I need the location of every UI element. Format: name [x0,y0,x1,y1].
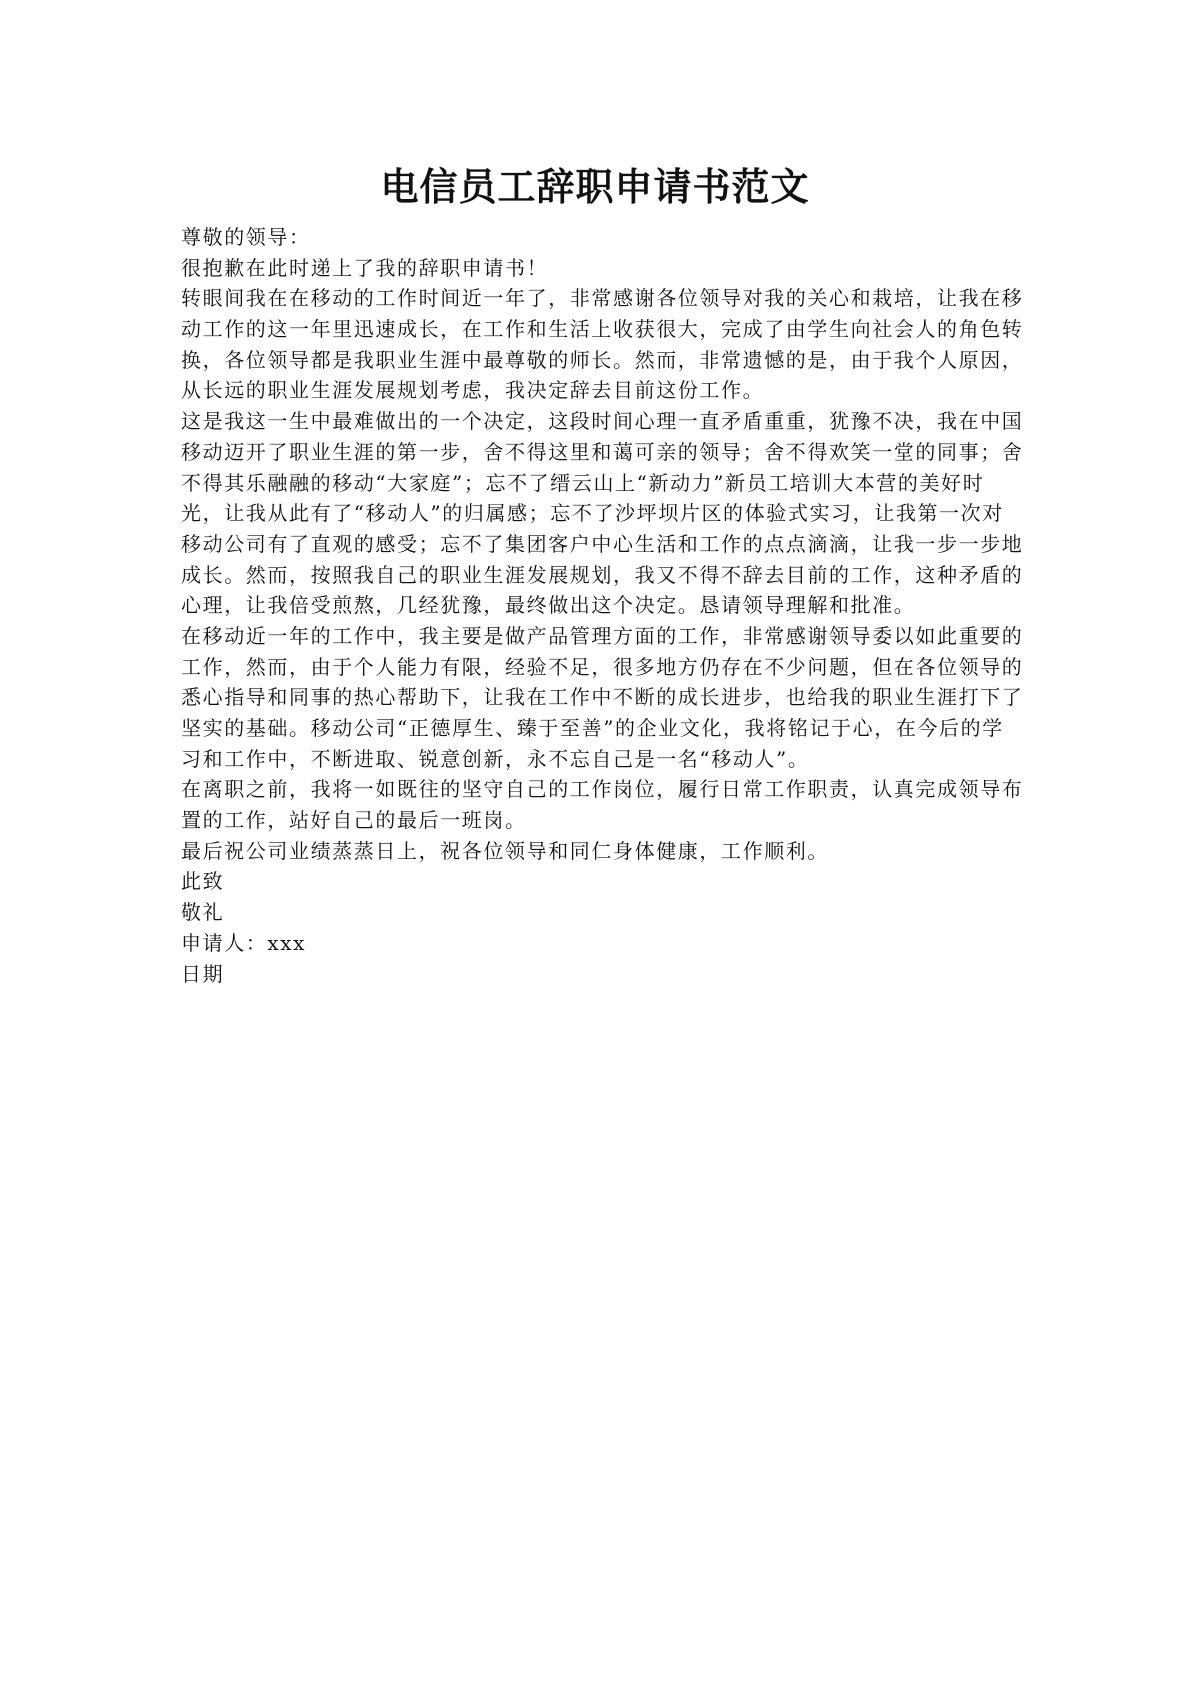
paragraph-line: 转眼间我在在移动的工作时间近一年了，非常感谢各位领导对我的关心和栽培，让我在移 [181,286,1024,311]
paragraph [181,897,1021,928]
paragraph [181,959,1021,990]
paragraph [181,253,1021,284]
paragraph-line: 很抱歉在此时递上了我的辞职申请书！ [181,255,549,280]
paragraph-line: 申请人：xxx [181,930,307,955]
paragraph-line: 坚实的基础。移动公司“正德厚生、臻于至善”的企业文化，我将铭记于心，在今后的学 [181,716,1004,740]
paragraph-line: 悉心指导和同事的热心帮助下，让我在工作中不断的成长进步，也给我的职业生涯打下了 [181,685,1024,710]
paragraph [181,283,1024,406]
paragraph-line: 在离职之前，我将一如既往的坚守自己的工作岗位，履行日常工作职责，认真完成领导布 [181,777,1024,802]
paragraph-line: 置的工作，站好自己的最后一班岗。 [181,808,527,833]
paragraph-line: 工作，然而，由于个人能力有限，经验不足，很多地方仍存在不少问题，但在各位领导的 [181,654,1024,679]
paragraph-line: 最后祝公司业绩蒸蒸日上，祝各位领导和同仁身体健康，工作顺利。 [181,838,829,863]
paragraph-line: 从长远的职业生涯发展规划考虑，我决定辞去目前这份工作。 [181,378,765,403]
paragraph-line: 动工作的这一年里迅速成长，在工作和生活上收获很大，完成了由学生向社会人的角色转 [181,317,1024,342]
paragraph-line: 不得其乐融融的移动“大家庭”；忘不了缙云山上“新动力”新员工培训大本营的美好时 [181,470,985,495]
document-title: 电信员工辞职申请书范文 [380,164,810,209]
paragraph [181,222,1021,253]
paragraph-line: 在移动近一年的工作中，我主要是做产品管理方面的工作，非常感谢领导委以如此重要的 [181,623,1024,648]
paragraph-line: 换，各位领导都是我职业生涯中最尊敬的师长。然而，非常遗憾的是，由于我个人原因， [181,347,1024,372]
paragraph [181,866,1021,897]
paragraph [181,928,1021,959]
paragraph-line: 心理，让我倍受煎熬，几经犹豫，最终做出这个决定。恳请领导理解和批准。 [181,593,916,618]
paragraph-line: 这是我这一生中最难做出的一个决定，这段时间心理一直矛盾重重，犹豫不决，我在中国 [181,409,1024,434]
paragraph [181,836,1021,867]
paragraph-line: 习和工作中，不断进取、锐意创新，永不忘自己是一名“移动人”。 [181,746,810,771]
paragraph-line: 敬礼 [181,900,225,925]
paragraph [181,774,1024,835]
paragraph [181,406,1024,621]
paragraph-line: 成长。然而，按照我自己的职业生涯发展规划，我又不得不辞去目前的工作，这种矛盾的 [181,562,1024,587]
paragraph-line: 移动公司有了直观的感受；忘不了集团客户中心生活和工作的点点滴滴，让我一步一步地 [181,531,1024,556]
paragraph-line: 光，让我从此有了“移动人”的归属感；忘不了沙坪坝片区的体验式实习，让我第一次对 [181,501,1004,526]
paragraph-line: 尊敬的领导： [181,225,311,249]
paragraph [181,621,1024,774]
paragraph-line: 移动迈开了职业生涯的第一步，舍不得这里和蔼可亲的领导；舍不得欢笑一堂的同事；舍 [181,439,1024,464]
paragraph-line: 日期 [181,961,225,986]
paragraph-line: 此致 [181,869,225,894]
document-body [181,222,1024,989]
